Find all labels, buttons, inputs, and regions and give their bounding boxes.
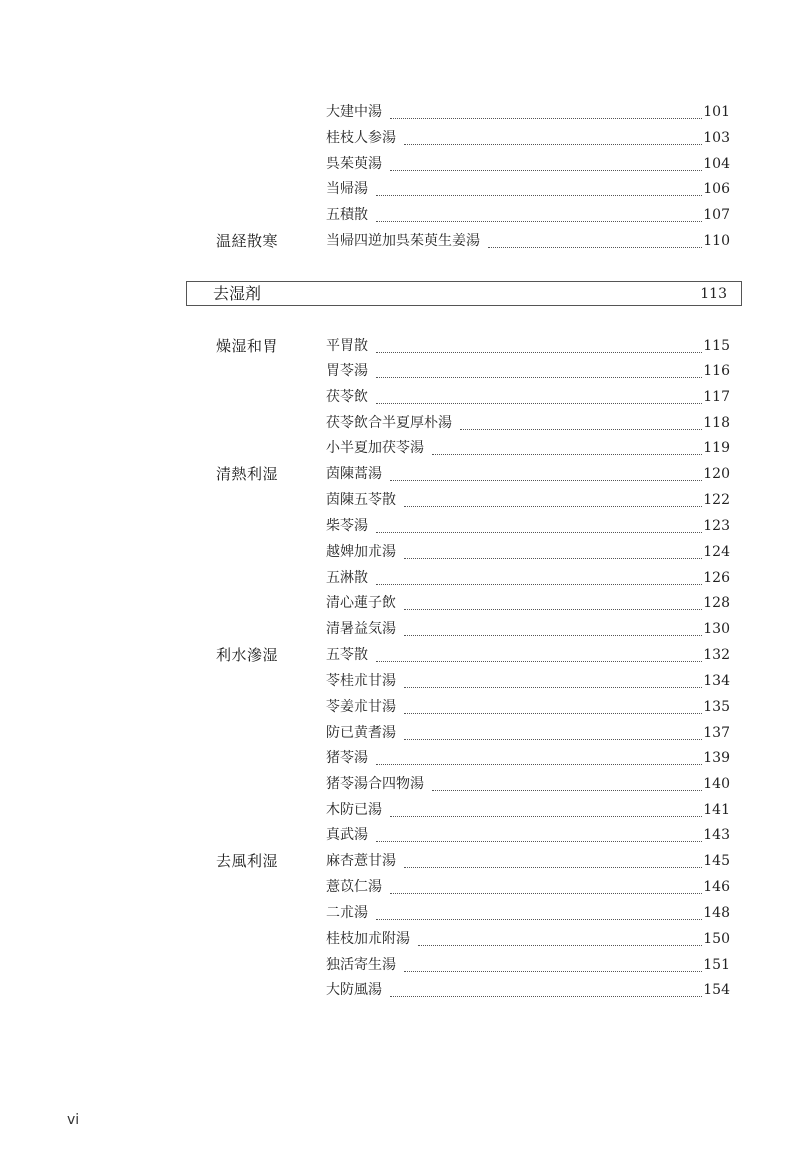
- toc-entry[interactable]: [0, 489, 800, 511]
- dot-leader: [376, 352, 702, 353]
- dot-leader: [404, 971, 702, 972]
- entry-page: 154: [703, 982, 730, 998]
- dot-leader: [404, 739, 702, 740]
- entry-page: 141: [703, 802, 730, 818]
- dot-leader: [376, 919, 702, 920]
- toc-entry[interactable]: [0, 979, 800, 1001]
- entry-title: 猪苓湯合四物湯: [326, 776, 424, 792]
- entry-page: 116: [703, 363, 730, 379]
- toc-entry[interactable]: [0, 335, 800, 357]
- entry-title: 茯苓飲: [326, 389, 368, 405]
- toc-entry[interactable]: [0, 928, 800, 950]
- toc-entry[interactable]: [0, 101, 800, 123]
- entry-page: 124: [703, 544, 730, 560]
- dot-leader: [376, 764, 702, 765]
- toc-entry[interactable]: [0, 412, 800, 434]
- entry-title: 五淋散: [326, 570, 368, 586]
- entry-page: 110: [703, 233, 730, 249]
- toc-entry[interactable]: [0, 230, 800, 252]
- dot-leader: [432, 790, 702, 791]
- entry-page: 150: [703, 931, 730, 947]
- entry-page: 140: [703, 776, 730, 792]
- entry-title: 当帰湯: [326, 181, 368, 197]
- entry-page: 130: [703, 621, 730, 637]
- toc-entry[interactable]: [0, 773, 800, 795]
- toc-entry[interactable]: [0, 696, 800, 718]
- toc-entry[interactable]: [0, 127, 800, 149]
- dot-leader: [376, 377, 702, 378]
- entry-title: 当帰四逆加呉茱萸生姜湯: [326, 233, 480, 249]
- category-label: 利水滲湿: [216, 646, 279, 664]
- entry-page: 126: [703, 570, 730, 586]
- entry-page: 101: [703, 104, 730, 120]
- section-title: 去湿剤: [213, 284, 262, 303]
- dot-leader: [376, 221, 702, 222]
- category-label: 燥湿和胃: [216, 337, 279, 355]
- entry-page: 120: [703, 466, 730, 482]
- entry-page: 135: [703, 699, 730, 715]
- dot-leader: [390, 996, 702, 997]
- toc-entry[interactable]: [0, 747, 800, 769]
- toc-entry[interactable]: [0, 463, 800, 485]
- toc-entry[interactable]: [0, 824, 800, 846]
- category-label: 温経散寒: [216, 232, 279, 250]
- entry-page: 118: [703, 415, 730, 431]
- dot-leader: [390, 480, 702, 481]
- entry-title: 茵陳蒿湯: [326, 466, 382, 482]
- dot-leader: [404, 558, 702, 559]
- entry-title: 苓姜朮甘湯: [326, 699, 396, 715]
- entry-page: 146: [703, 879, 730, 895]
- dot-leader: [488, 247, 702, 248]
- entry-page: 151: [703, 957, 730, 973]
- entry-page: 134: [703, 673, 730, 689]
- entry-title: 二朮湯: [326, 905, 368, 921]
- entry-page: 117: [703, 389, 730, 405]
- entry-page: 115: [703, 338, 730, 354]
- entry-title: 清暑益気湯: [326, 621, 396, 637]
- dot-leader: [376, 661, 702, 662]
- entry-title: 猪苓湯: [326, 750, 368, 766]
- entry-title: 防已黄耆湯: [326, 725, 396, 741]
- toc-entry[interactable]: [0, 644, 800, 666]
- entry-title: 五苓散: [326, 647, 368, 663]
- entry-page: 122: [703, 492, 730, 508]
- entry-title: 平胃散: [326, 338, 368, 354]
- dot-leader: [376, 195, 702, 196]
- toc-entry[interactable]: [0, 850, 800, 872]
- entry-page: 139: [703, 750, 730, 766]
- dot-leader: [390, 816, 702, 817]
- section-header[interactable]: [186, 281, 742, 306]
- entry-title: 呉茱萸湯: [326, 156, 382, 172]
- toc-entry[interactable]: [0, 592, 800, 614]
- toc-entry[interactable]: [0, 954, 800, 976]
- entry-title: 清心蓮子飲: [326, 595, 396, 611]
- toc-entry[interactable]: [0, 437, 800, 459]
- toc-entry[interactable]: [0, 799, 800, 821]
- toc-entry[interactable]: [0, 722, 800, 744]
- dot-leader: [376, 841, 702, 842]
- entry-page: 107: [703, 207, 730, 223]
- entry-title: 茵陳五苓散: [326, 492, 396, 508]
- toc-entry[interactable]: [0, 670, 800, 692]
- dot-leader: [404, 867, 702, 868]
- dot-leader: [376, 532, 702, 533]
- toc-entry[interactable]: [0, 618, 800, 640]
- entry-title: 麻杏薏甘湯: [326, 853, 396, 869]
- toc-entry[interactable]: [0, 178, 800, 200]
- entry-title: 桂枝人参湯: [326, 130, 396, 146]
- dot-leader: [404, 506, 702, 507]
- section-page: 113: [700, 286, 727, 302]
- entry-title: 大建中湯: [326, 104, 382, 120]
- category-label: 清熱利湿: [216, 465, 279, 483]
- toc-entry[interactable]: [0, 567, 800, 589]
- toc-entry[interactable]: [0, 360, 800, 382]
- dot-leader: [404, 687, 702, 688]
- dot-leader: [390, 893, 702, 894]
- entry-page: 137: [703, 725, 730, 741]
- dot-leader: [390, 118, 702, 119]
- toc-entry[interactable]: [0, 876, 800, 898]
- entry-title: 柴苓湯: [326, 518, 368, 534]
- page-folio: vi: [67, 1112, 80, 1128]
- toc-entry[interactable]: [0, 541, 800, 563]
- dot-leader: [376, 403, 702, 404]
- toc-entry[interactable]: [0, 386, 800, 408]
- toc-entry[interactable]: [0, 153, 800, 175]
- entry-title: 越婢加朮湯: [326, 544, 396, 560]
- dot-leader: [404, 609, 702, 610]
- toc-entry[interactable]: [0, 204, 800, 226]
- entry-title: 小半夏加茯苓湯: [326, 440, 424, 456]
- entry-title: 独活寄生湯: [326, 957, 396, 973]
- entry-page: 104: [703, 156, 730, 172]
- entry-page: 123: [703, 518, 730, 534]
- entry-page: 128: [703, 595, 730, 611]
- entry-page: 132: [703, 647, 730, 663]
- toc-entry[interactable]: [0, 902, 800, 924]
- entry-title: 胃苓湯: [326, 363, 368, 379]
- entry-title: 茯苓飲合半夏厚朴湯: [326, 415, 452, 431]
- entry-title: 苓桂朮甘湯: [326, 673, 396, 689]
- entry-page: 119: [703, 440, 730, 456]
- entry-page: 145: [703, 853, 730, 869]
- entry-page: 148: [703, 905, 730, 921]
- dot-leader: [432, 454, 702, 455]
- dot-leader: [460, 429, 702, 430]
- entry-title: 真武湯: [326, 827, 368, 843]
- dot-leader: [404, 144, 702, 145]
- category-label: 去風利湿: [216, 852, 279, 870]
- dot-leader: [418, 945, 702, 946]
- entry-page: 103: [703, 130, 730, 146]
- dot-leader: [404, 713, 702, 714]
- entry-page: 106: [703, 181, 730, 197]
- dot-leader: [404, 635, 702, 636]
- entry-page: 143: [703, 827, 730, 843]
- entry-title: 大防風湯: [326, 982, 382, 998]
- entry-title: 五積散: [326, 207, 368, 223]
- toc-entry[interactable]: [0, 515, 800, 537]
- dot-leader: [376, 584, 702, 585]
- entry-title: 桂枝加朮附湯: [326, 931, 410, 947]
- dot-leader: [390, 170, 702, 171]
- entry-title: 薏苡仁湯: [326, 879, 382, 895]
- entry-title: 木防已湯: [326, 802, 382, 818]
